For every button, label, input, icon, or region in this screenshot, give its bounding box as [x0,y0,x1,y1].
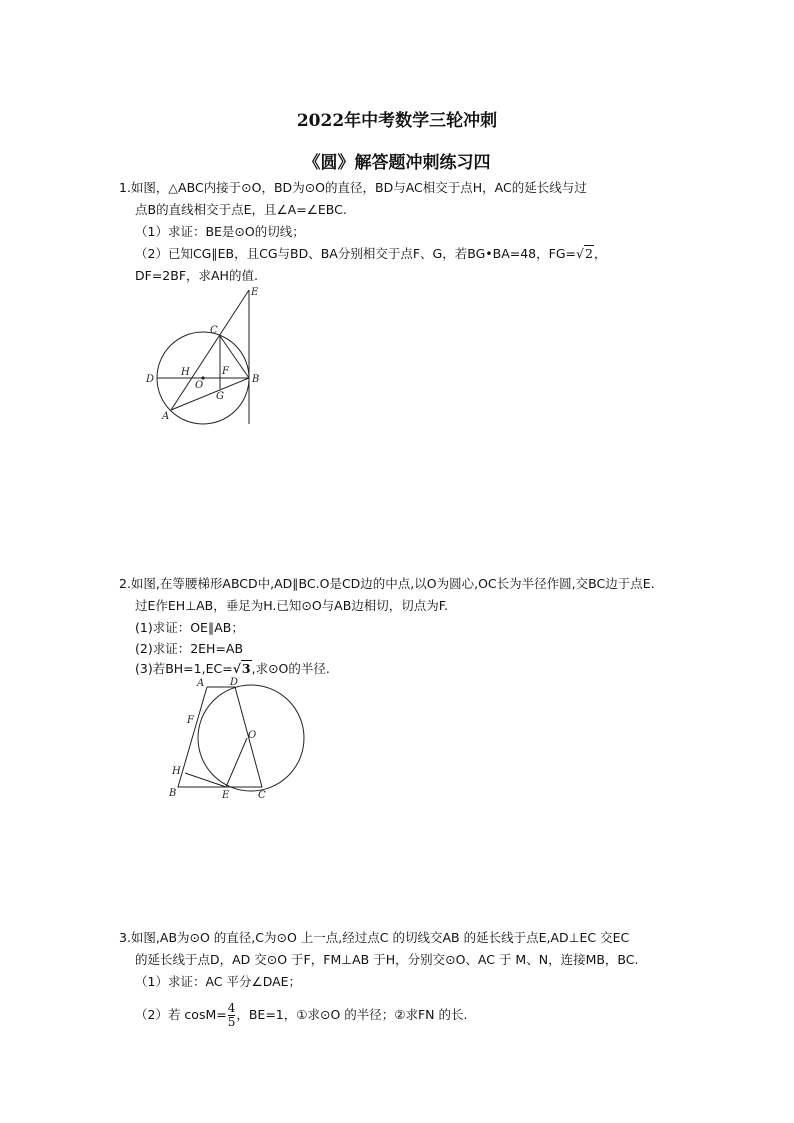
sqrt-symbol: √3 [232,661,251,676]
fraction-numerator: 4 [227,1001,236,1015]
page-title: 2022年中考数学三轮冲刺 [296,111,498,131]
q2-line-eo [226,738,247,787]
q3-line-4b: ，BE=1，①求⊙O 的半径；②求FN 的长. [236,1007,468,1022]
q1-label-g: G [216,391,224,402]
q1-label-e: E [251,287,259,298]
q2-line-eh [185,773,226,787]
q1-label-o: O [195,380,204,391]
q1-figure [140,282,270,427]
q3-line-4 [135,1002,467,1029]
q3-line-1: 3.如图,AB为⊙O 的直径,C为⊙O 上一点,经过点C 的切线交AB 的延长线于点E,AD⊥EC 交EC [119,930,630,945]
q2-line-3: (1)求证：OE∥AB； [135,620,244,635]
q2-label-h: H [172,766,181,777]
q3-line-4a: （2）若 cosM= [135,1007,227,1022]
q1-label-a: A [162,411,170,422]
page-subtitle: 《圆》解答题冲刺练习四 [303,153,491,173]
q2-label-d: D [230,677,239,688]
q1-line-3: （1）求证：BE是⊙O的切线； [135,224,305,239]
q3-line-2: 的延长线于点D，AD 交⊙O 于F，FM⊥AB 于H，分别交⊙O、AC 于 M、N，连接MB，BC. [135,952,639,967]
fraction-denominator: 5 [227,1015,236,1029]
q2-label-b: B [169,788,177,799]
q1-label-f: F [222,366,229,377]
q2-label-o: O [248,730,257,741]
q2-figure [165,675,310,803]
q1-line-1: 1.如图，△ABC内接于⊙O，BD为⊙O的直径，BD与AC相交于点H，AC的延长线与过 [119,180,587,195]
q2-sqrt-value: 3 [241,661,251,676]
q2-label-e: E [222,790,230,801]
q1-label-h: H [181,367,190,378]
q1-line-4 [135,246,606,262]
q2-line-1: 2.如图,在等腰梯形ABCD中,AD∥BC.O是CD边的中点,以O为圆心,OC长为半径作圆,交BC边于点E. [119,576,655,591]
q1-label-b: B [252,374,260,385]
q2-label-c: C [258,790,266,801]
q2-line-2: 过E作EH⊥AB，垂足为H.已知⊙O与AB边相切，切点为F. [135,598,448,613]
q1-label-c: C [210,325,218,336]
q1-line-ab [171,378,249,410]
q3-line-3: （1）求证：AC 平分∠DAE； [135,974,302,989]
q2-label-a: A [197,678,205,689]
q2-line-5c: ,求⊙O的半径. [251,661,330,676]
q1-line-4a: （2）已知CG∥EB，且CG与BD、BA分别相交于点F、G，若BG•BA=48，FG= [135,246,576,261]
sqrt-symbol: √2 [575,246,593,261]
q1-line-ea [171,290,249,410]
q1-sqrt-value: 2 [584,246,593,261]
q1-label-d: D [146,374,155,385]
q1-line-2: 点B的直线相交于点E，且∠A=∠EBC. [135,202,347,217]
q2-line-5a: (3)若BH=1,EC= [135,661,233,676]
q2-line-4: (2)求证：2EH=AB [135,641,244,656]
q1-line-4c: ， [593,246,607,261]
q1-line-5: DF=2BF，求AH的值. [135,268,258,283]
q3-fraction [228,1002,236,1029]
q2-label-f: F [187,715,194,726]
